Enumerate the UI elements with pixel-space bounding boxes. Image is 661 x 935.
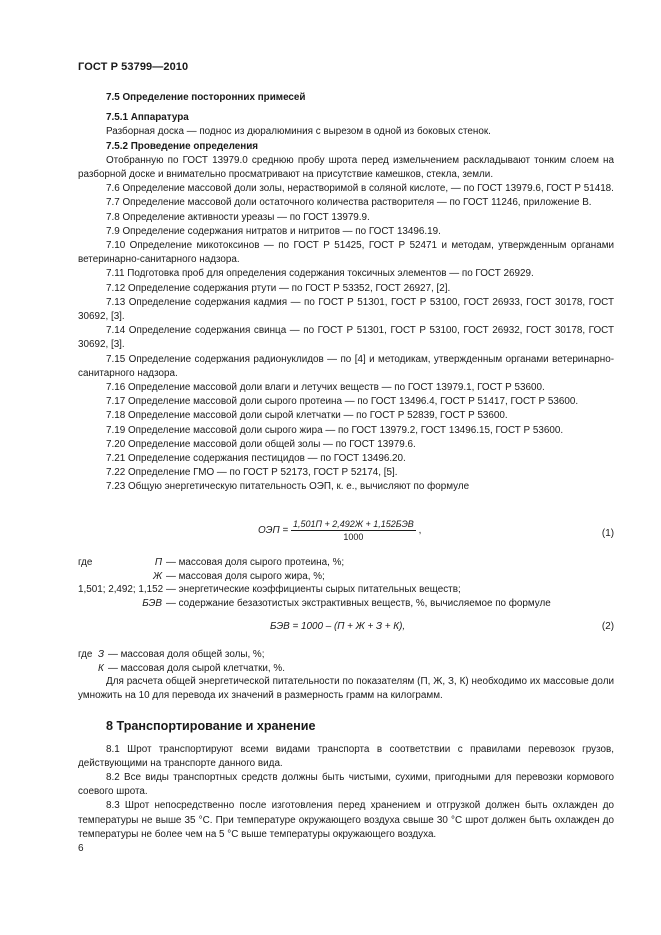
section-7-5-2-text: Отобранную по ГОСТ 13979.0 среднюю пробу шрота перед измельчением раскладывают тонким слоем на разборной доске и внимательно просматривают на присутствие камешков, стекла, земли. bbox=[78, 154, 614, 181]
section-7-5-2-title: 7.5.2 Проведение определения bbox=[106, 140, 259, 152]
section-8-title: 8 Транспортирование и хранение bbox=[106, 719, 316, 734]
item-7-11: 7.11 Подготовка проб для определения содержания токсичных элементов — по ГОСТ 26929. bbox=[106, 268, 534, 280]
def-symbol: 1,501; 2,492; 1,152 bbox=[78, 584, 164, 596]
def-symbol: З bbox=[98, 649, 105, 660]
paragraph-8-2: 8.2 Все виды транспортных средств должны быть чистыми, сухими, пригодными для перевозки кормового соевого шрота. bbox=[78, 772, 614, 798]
paragraph-8-3: 8.3 Шрот непосредственно после изготовления перед хранением и отгрузкой должен быть охлажден до температуры не выше 35 °С. При температуре окружающего воздуха свыше 30 °С шрот должен быть охлажден до температуры не более чем на 5 °С выше температуры окружающего воздуха. bbox=[78, 800, 614, 840]
item-7-15: 7.15 Определение содержания радионуклидов — по [4] и методикам, утвержденным органами ветеринарно-санитарного надзора. bbox=[78, 353, 614, 379]
item-7-17: 7.17 Определение массовой доли сырого протеина — по ГОСТ 13496.4, ГОСТ Р 51417, ГОСТ Р 53600. bbox=[106, 396, 579, 408]
formula-1-number: (1) bbox=[601, 528, 614, 539]
where-label: где bbox=[78, 649, 93, 660]
item-7-16: 7.16 Определение массовой доли влаги и летучих веществ — по ГОСТ 13979.1, ГОСТ Р 53600. bbox=[106, 382, 545, 394]
def-text: — массовая доля общей золы, %; bbox=[108, 649, 265, 660]
section-8-body bbox=[78, 675, 614, 842]
def-text: — содержание безазотистых экстрактивных веществ, %, вычисляемое по формуле bbox=[166, 598, 551, 610]
formula-1-numerator: 1,501П + 2,492Ж + 1,152БЭВ bbox=[292, 519, 414, 529]
paragraph-8-1: 8.1 Шрот транспортируют всеми видами транспорта в соответствии с правилами перевозок грузов, действующими на транспорте данного вида. bbox=[78, 743, 614, 769]
document-header: ГОСТ Р 53799—2010 bbox=[78, 61, 189, 73]
def-text: — массовая доля сырого протеина, %; bbox=[166, 557, 345, 568]
note-paragraph: Для расчета общей энергетической питательности по показателям (П, Ж, З, К) необходимо их массовые доли умножить на 10 для перевода их значений в размерность грамм на килограмм. bbox=[78, 676, 614, 702]
item-7-12: 7.12 Определение содержания ртути — по ГОСТ Р 53352, ГОСТ 26927, [2]. bbox=[106, 282, 451, 294]
formula-2-number: (2) bbox=[601, 621, 614, 632]
where-label: где bbox=[78, 557, 93, 568]
item-7-10: 7.10 Определение микотоксинов — по ГОСТ Р 51425, ГОСТ Р 52471 и методам, утвержденным органами ветеринарно-санитарного надзора. bbox=[78, 240, 614, 266]
def-symbol: БЭВ bbox=[142, 598, 162, 610]
def-symbol: П bbox=[154, 557, 162, 568]
item-7-8: 7.8 Определение активности уреазы — по ГОСТ 13979.9. bbox=[106, 211, 370, 223]
formula-1-tail: , bbox=[418, 525, 422, 536]
def-symbol: Ж bbox=[152, 570, 162, 582]
section-7-5-1-title: 7.5.1 Аппаратура bbox=[106, 112, 189, 124]
page-number: 6 bbox=[78, 843, 84, 854]
def-text: — массовая доля сырой клетчатки, %. bbox=[108, 662, 285, 674]
formula-1-lhs: ОЭП = bbox=[258, 525, 289, 536]
item-7-22: 7.22 Определение ГМО — по ГОСТ Р 52173, ГОСТ Р 52174, [5]. bbox=[106, 467, 398, 479]
item-7-6: 7.6 Определение массовой доли золы, нерастворимой в соляной кислоте, — по ГОСТ 13979.6, ГОСТ Р 51418. bbox=[106, 183, 614, 195]
item-7-9: 7.9 Определение содержания нитратов и нитритов — по ГОСТ 13496.19. bbox=[106, 225, 441, 237]
item-7-14: 7.14 Определение содержания свинца — по ГОСТ Р 51301, ГОСТ Р 53100, ГОСТ 26932, ГОСТ 30178, ГОСТ 30692, [3]. bbox=[78, 325, 614, 351]
item-7-21: 7.21 Определение содержания пестицидов — по ГОСТ 13496.20. bbox=[106, 453, 406, 465]
item-7-19: 7.19 Определение массовой доли сырого жира — по ГОСТ 13979.2, ГОСТ 13496.15, ГОСТ Р 53600. bbox=[106, 424, 564, 436]
formula-2-definitions bbox=[78, 648, 614, 675]
section-7-5-1-text: Разборная доска — поднос из дюралюминия с вырезом в одной из боковых стенок. bbox=[106, 126, 491, 138]
item-7-18: 7.18 Определение массовой доли сырой клетчатки — по ГОСТ Р 52839, ГОСТ Р 53600. bbox=[106, 410, 508, 422]
formula-1 bbox=[78, 519, 614, 549]
item-7-7: 7.7 Определение массовой доли остаточного количества растворителя — по ГОСТ 11246, приложение В. bbox=[106, 197, 592, 209]
formula-1-fraction bbox=[291, 519, 416, 542]
formula-2-expression: БЭВ = 1000 – (П + Ж + З + К), bbox=[270, 621, 406, 632]
section-7-body bbox=[78, 91, 614, 495]
formula-1-definitions bbox=[78, 556, 614, 611]
def-text: — энергетические коэффициенты сырых питательных веществ; bbox=[166, 584, 461, 596]
section-7-5-title: 7.5 Определение посторонних примесей bbox=[106, 92, 306, 103]
formula-2 bbox=[78, 621, 614, 635]
item-7-23: 7.23 Общую энергетическую питательность ОЭП, к. е., вычисляют по формуле bbox=[106, 481, 470, 493]
def-symbol: К bbox=[98, 662, 104, 674]
item-7-13: 7.13 Определение содержания кадмия — по ГОСТ Р 51301, ГОСТ Р 53100, ГОСТ 26933, ГОСТ 30178, ГОСТ 30692, [3]. bbox=[78, 296, 614, 323]
item-7-20: 7.20 Определение массовой доли общей золы — по ГОСТ 13979.6. bbox=[106, 438, 416, 450]
formula-1-denominator: 1000 bbox=[343, 532, 364, 542]
def-text: — массовая доля сырого жира, %; bbox=[166, 570, 325, 582]
